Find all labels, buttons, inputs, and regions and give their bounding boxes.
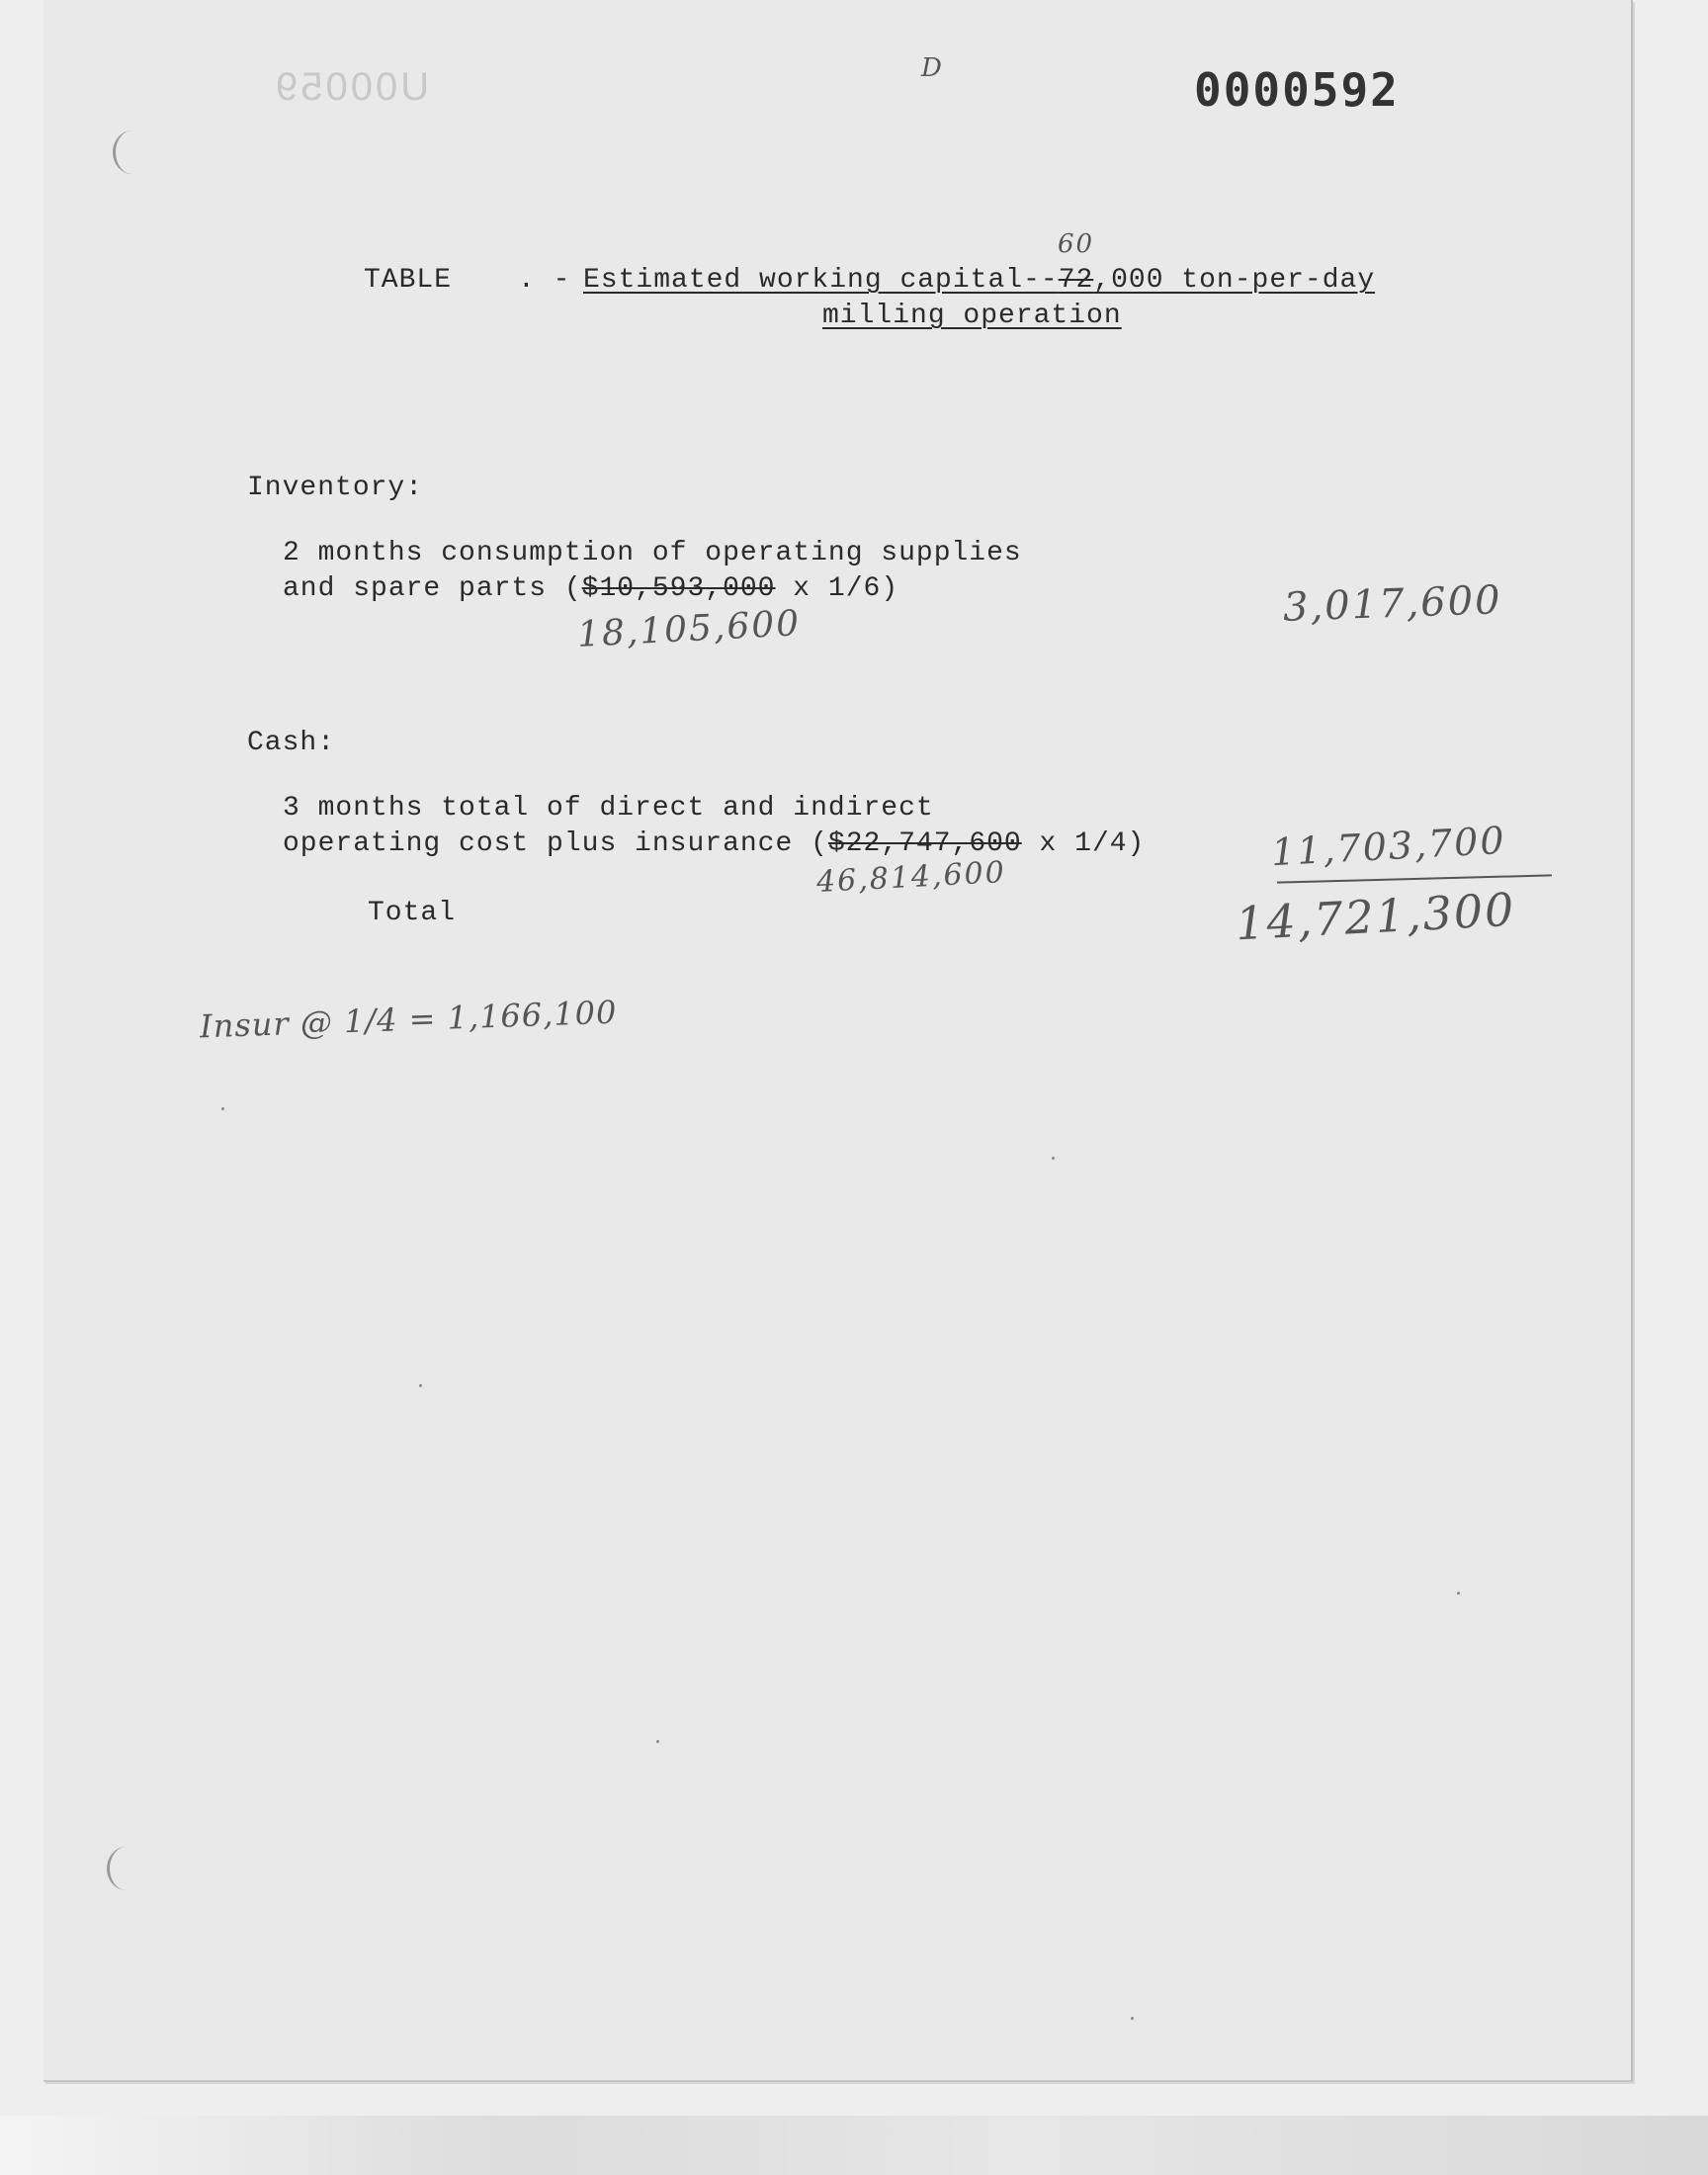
inventory-line2-prefix: and spare parts ( xyxy=(283,573,582,604)
title-dash: . - xyxy=(518,265,571,296)
inventory-struck-value: $10,593,000 xyxy=(581,573,776,604)
mirrored-stamp: U00059 xyxy=(273,65,430,109)
scan-speck xyxy=(221,1107,224,1110)
document-number: 0000592 xyxy=(1194,63,1400,117)
corner-mark: D xyxy=(921,53,944,83)
inventory-heading: Inventory: xyxy=(247,473,424,503)
cash-line2-prefix: operating cost plus insurance ( xyxy=(283,828,828,859)
cash-amount: 11,703,700 xyxy=(1270,818,1507,875)
scan-speck xyxy=(1457,1592,1460,1595)
inventory-handwritten-base: 18,105,600 xyxy=(576,603,803,655)
title-prefix: Estimated working capital-- xyxy=(583,265,1059,296)
cash-line2-suffix: x 1/4) xyxy=(1021,828,1146,859)
title-suffix: ,000 ton-per-day xyxy=(1093,265,1376,296)
cash-line2 xyxy=(283,828,1145,859)
cash-handwritten-base: 46,814,600 xyxy=(815,855,1007,900)
table-title-line2: milling operation xyxy=(822,301,1122,331)
inventory-line2 xyxy=(283,573,898,604)
total-label: Total xyxy=(368,898,457,928)
document-page xyxy=(43,0,1633,2082)
scan-edge-strip xyxy=(0,2116,1708,2175)
table-title-line1 xyxy=(583,265,1375,296)
punch-hole-mark-bottom xyxy=(107,1847,145,1890)
insurance-note: Insur @ 1/4 = 1,166,100 xyxy=(199,993,618,1046)
cash-heading: Cash: xyxy=(247,728,336,758)
scan-speck xyxy=(419,1384,422,1387)
table-label: TABLE xyxy=(364,265,453,296)
cash-line1: 3 months total of direct and indirect xyxy=(283,793,934,824)
scan-speck xyxy=(1131,2017,1134,2020)
total-amount: 14,721,300 xyxy=(1234,882,1517,951)
punch-hole-mark-top xyxy=(113,130,151,174)
inventory-amount: 3,017,600 xyxy=(1282,577,1503,631)
scan-speck xyxy=(1052,1157,1055,1160)
title-handwritten-correction: 60 xyxy=(1058,229,1095,259)
cash-struck-value: $22,747,600 xyxy=(827,828,1022,859)
title-struck-value: 72 xyxy=(1058,265,1094,296)
inventory-line2-suffix: x 1/6) xyxy=(775,573,899,604)
scan-speck xyxy=(656,1740,659,1743)
inventory-line1: 2 months consumption of operating supplies xyxy=(283,538,1022,568)
